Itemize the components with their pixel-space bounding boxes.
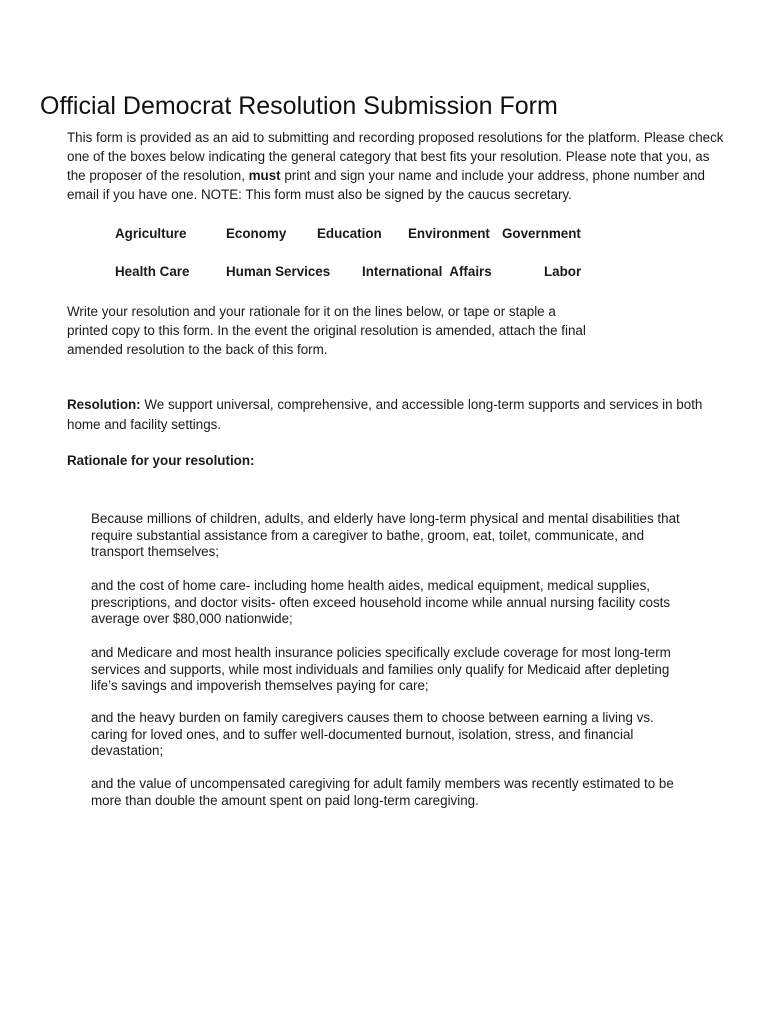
category-economy[interactable]: Economy [226,226,287,241]
category-environment[interactable]: Environment [408,226,490,241]
category-agriculture[interactable]: Agriculture [115,226,187,241]
category-education[interactable]: Education [317,226,382,241]
category-international-affairs[interactable]: International Affairs [362,264,492,279]
category-health-care[interactable]: Health Care [115,264,190,279]
intro-text-part1: This form is provided as an aid to submitting and recording proposed resolutions for the platform. Please check one of the boxes below indicating the general category that best fits your resolution. Please note that you, as the proposer of the resolution, [67,130,724,183]
rationale-paragraph: and the heavy burden on family caregivers causes them to choose between earning a living vs. caring for loved ones, and to suffer well-documented burnout, isolation, stress, and financial devastation; [91,710,654,758]
form-title: Official Democrat Resolution Submission Form [40,92,558,120]
resolution-label: Resolution: [67,397,141,412]
rationale-paragraph: and Medicare and most health insurance policies specifically exclude coverage for most long-term services and supports, while most individuals and families only qualify for Medicaid after depleting life’s savings and impoverish themselves paying for care; [91,645,671,693]
category-government[interactable]: Government [502,226,581,241]
rationale-paragraph: and the value of uncompensated caregiving for adult family members was recently estimated to be more than double the amount spent on paid long-term caregiving. [91,776,674,808]
rationale-heading: Rationale for your resolution: [67,453,255,468]
rationale-paragraph: and the cost of home care- including home health aides, medical equipment, medical supplies, prescriptions, and doctor visits- often exceed household income while annual nursing facility costs average over $80,000 nationwide; [91,578,671,626]
rationale-paragraph: Because millions of children, adults, and elderly have long-term physical and mental disabilities that require substantial assistance from a caregiver to bathe, groom, eat, toilet, communicate, and transport themselves; [91,511,680,559]
category-labor[interactable]: Labor [544,264,582,279]
intro-text-emphasis: must [248,168,281,183]
resolution-section [67,395,737,434]
category-human-services[interactable]: Human Services [226,264,331,279]
resolution-text: We support universal, comprehensive, and accessible long-term supports and services in both home and facility settings. [67,397,703,432]
instructions-paragraph: Write your resolution and your rationale for it on the lines below, or tape or staple a printed copy to this form. In the event the original resolution is amended, attach the final amended resolution to the back of this form. [67,304,586,357]
intro-paragraph [67,128,727,204]
intro-text-part2: print and sign your name and include your address, phone number and email if you have one. NOTE: This form must also be signed by the caucus secretary. [67,168,705,202]
